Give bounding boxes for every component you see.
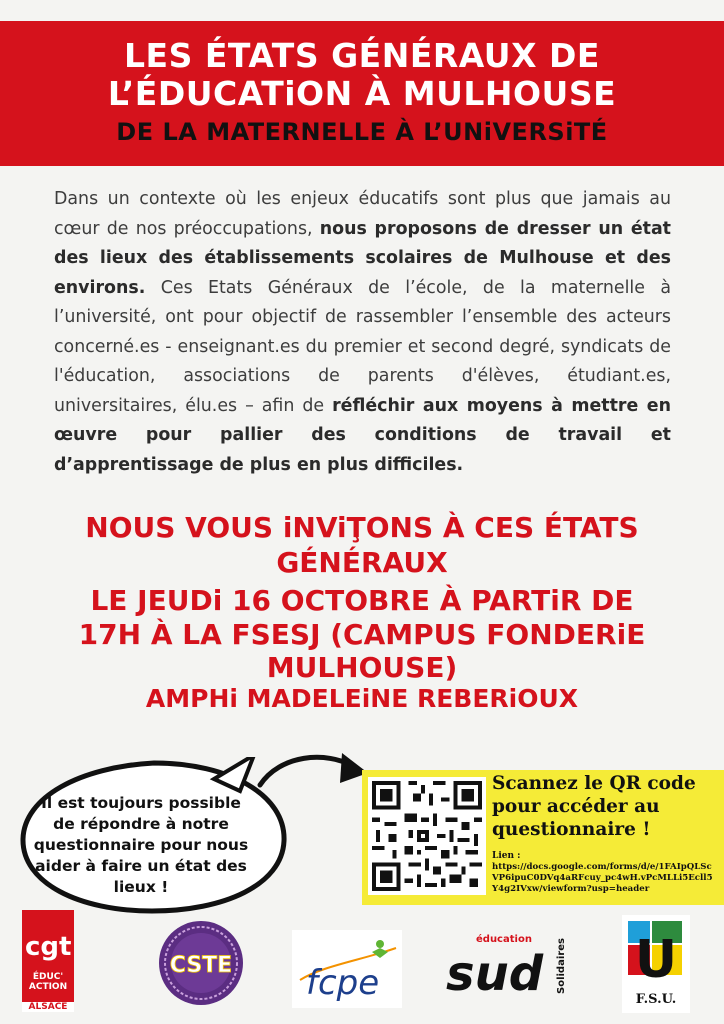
cgt-logo-region: ALSACE: [22, 1002, 74, 1012]
invitation-line-5: MULHOUSE): [266, 651, 458, 684]
intro-text-1: Dans un contexte où les enjeux éducatifs sont plus que jamais au cœur de nos préoccupations,: [54, 189, 671, 239]
fcpe-logo-text: fcpe: [306, 963, 380, 1003]
title-line-2: L’ÉDUCATiON À MULHOUSE: [107, 74, 617, 113]
sud-logo: [444, 930, 574, 1000]
cgt-logo-text: cgt: [25, 932, 72, 962]
sud-logo-top: éducation: [476, 934, 532, 945]
title-line-1: LES ÉTATS GÉNÉRAUX DE: [124, 36, 600, 75]
invitation-line-3: LE JEUDi 16 OCTOBRE À PARTiR DE: [90, 584, 634, 617]
arrow-icon: [250, 745, 380, 805]
cste-logo-text: CSTE: [169, 953, 233, 978]
qr-link-label: Lien :: [492, 851, 521, 861]
fsu-logo-text: F.S.U.: [635, 992, 677, 1007]
invitation-line-6: AMPHi MADELEiNE REBERiOUX: [145, 684, 579, 713]
cste-logo: [158, 920, 244, 1006]
cgt-logo: [22, 910, 74, 1012]
qr-code[interactable]: [368, 777, 486, 895]
intro-text-2: Ces Etats Généraux de l’école, de la maternelle à l’université, ont pour objectif de rassembler l’ensemble des acteurs concerné.es - enseignant.es du premier et second degré, syndicats de l'éducation, associations de parents d'élèves, étudiant.es, universitaires, élu.es – afin de: [54, 277, 671, 416]
sud-logo-side: Solidaires: [556, 938, 567, 994]
intro-bold-2: réfléchir aux moyens à mettre en œuvre pour pallier des conditions de travail et d’apprentissage de plus en plus difficiles.: [54, 395, 671, 475]
qr-title: Scannez le QR code pour accéder au questionnaire !: [492, 773, 696, 840]
sud-logo-text: sud: [446, 946, 544, 1000]
invitation-line-1: NOUS VOUS iNViŢONS À CES ÉTATS: [85, 511, 639, 544]
bubble-text: Il est toujours possible de répondre à notre questionnaire pour nous aider à faire un état des lieux !: [33, 794, 249, 896]
subtitle: DE LA MATERNELLE À L’UNiVERSiTÉ: [116, 118, 608, 146]
fcpe-logo: [292, 930, 402, 1008]
svg-text:U: U: [634, 930, 678, 990]
qr-link[interactable]: https://docs.google.com/forms/d/e/1FAIpQLScVP6ipuC0DVq4aRFcuy_pc4wH.vPcMLLi5Ecll5Y4g2IVxw/viewform?usp=header: [492, 862, 713, 894]
intro-paragraph: [54, 185, 671, 480]
fsu-logo: [622, 915, 690, 1013]
invitation-line-2: GÉNÉRAUX: [276, 546, 448, 579]
intro-bold-1: nous proposons de dresser un état des lieux des établissements scolaires de Mulhouse et des environs.: [54, 218, 671, 298]
invitation-line-4: 17H À LA FSESJ (CAMPUS FONDERiE: [78, 618, 646, 651]
cgt-logo-sub: ÉDUC' ACTION: [28, 972, 68, 992]
